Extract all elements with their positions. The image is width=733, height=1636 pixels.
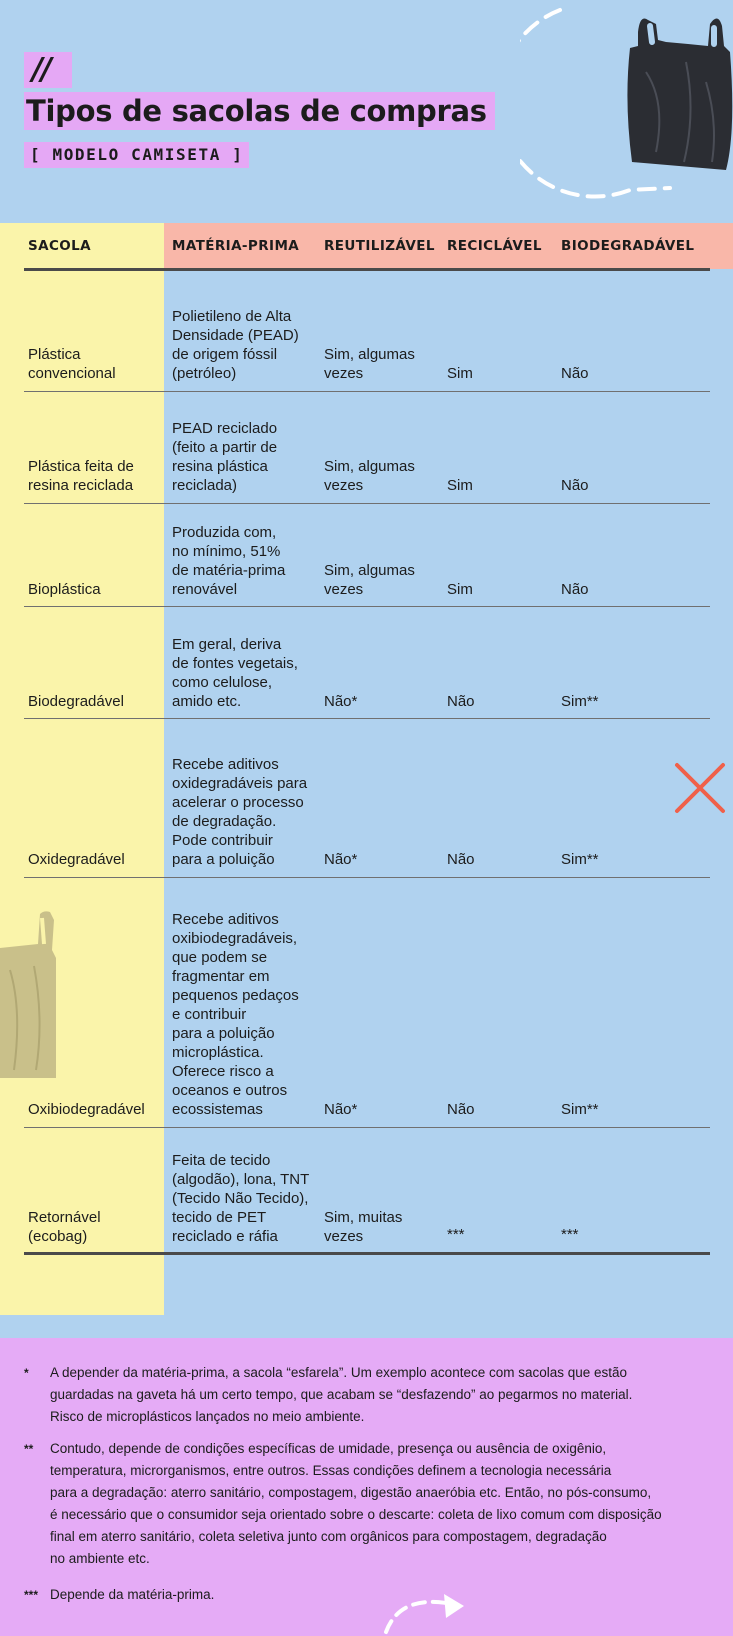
cell-sacola: Retornável (ecobag) — [28, 1209, 101, 1245]
header-reutilizavel: REUTILIZÁVEL — [324, 238, 435, 254]
cell-reutilizavel: Não* — [324, 1101, 358, 1118]
cell-reutilizavel: Sim, algumas vezes — [324, 562, 415, 598]
cell-reutilizavel: Sim, algumas vezes — [324, 458, 415, 494]
cell-reciclavel: *** — [447, 1226, 465, 1243]
cell-reutilizavel: Sim, muitas vezes — [324, 1209, 403, 1245]
footnote — [24, 1584, 714, 1606]
page-title: Tipos de sacolas de compras — [24, 92, 495, 130]
row-divider — [24, 391, 710, 392]
first-column-background — [0, 223, 164, 1315]
cell-biodegradavel: Sim** — [561, 693, 599, 710]
yellow-plastic-bag-icon — [0, 910, 60, 1080]
table-bottom-rule — [24, 1252, 710, 1255]
header-biodegradavel: BIODEGRADÁVEL — [561, 238, 695, 254]
footnotes-panel — [0, 1338, 733, 1636]
black-plastic-bag-icon — [626, 12, 733, 172]
table-header-rule — [24, 268, 710, 271]
cell-materia-prima: Feita de tecido (algodão), lona, TNT (Tecido Não Tecido), tecido de PET reciclado e ráfia — [172, 1152, 310, 1245]
cell-sacola: Plástica convencional — [28, 346, 116, 382]
row-divider — [24, 877, 710, 878]
cell-materia-prima: Polietileno de Alta Densidade (PEAD) de origem fóssil (petróleo) — [172, 308, 299, 382]
footnote-mark: *** — [24, 1588, 39, 1602]
cell-materia-prima: Em geral, deriva de fontes vegetais, como celulose, amido etc. — [172, 636, 298, 710]
footnote — [24, 1438, 714, 1570]
cell-biodegradavel: Não — [561, 365, 589, 382]
footnote-text: Depende da matéria-prima. — [50, 1587, 215, 1602]
cell-reciclavel: Sim — [447, 581, 473, 598]
cell-reciclavel: Não — [447, 1101, 475, 1118]
cell-reutilizavel: Sim, algumas vezes — [324, 346, 415, 382]
footnote-text: A depender da matéria-prima, a sacola “esfarela”. Um exemplo acontece com sacolas que estão guardadas na gaveta há um certo tempo, que acabam se “desfazendo” ao pegarmos no material. Risco de microplásticos lançados no meio ambiente. — [50, 1365, 633, 1424]
row-divider — [24, 718, 710, 719]
cell-sacola: Oxidegradável — [28, 851, 125, 868]
cell-sacola: Biodegradável — [28, 693, 124, 710]
cell-biodegradavel: Não — [561, 581, 589, 598]
dashed-arrow-icon — [380, 1582, 480, 1636]
cell-sacola: Oxibiodegradável — [28, 1101, 145, 1118]
footnote — [24, 1362, 714, 1428]
cell-reciclavel: Não — [447, 693, 475, 710]
row-divider — [24, 503, 710, 504]
cell-materia-prima: PEAD reciclado (feito a partir de resina plástica reciclada) — [172, 420, 278, 494]
footnote-mark: * — [24, 1366, 29, 1380]
cell-sacola: Bioplástica — [28, 581, 101, 598]
row-divider — [24, 606, 710, 607]
header-reciclavel: RECICLÁVEL — [447, 238, 542, 254]
title-slashes: // — [24, 52, 72, 88]
cell-materia-prima: Recebe aditivos oxidegradáveis para acelerar o processo de degradação. Pode contribuir para a poluição — [172, 756, 308, 868]
footnote-mark: ** — [24, 1442, 34, 1456]
cell-reciclavel: Sim — [447, 477, 473, 494]
cell-biodegradavel: Sim** — [561, 1101, 599, 1118]
cell-biodegradavel: Não — [561, 477, 589, 494]
cell-materia-prima: Produzida com, no mínimo, 51% de matéria-prima renovável — [172, 524, 286, 598]
header-materia-prima: MATÉRIA-PRIMA — [172, 238, 300, 254]
cell-reciclavel: Sim — [447, 365, 473, 382]
cell-sacola: Plástica feita de resina reciclada — [28, 458, 134, 494]
page-subtitle: [ MODELO CAMISETA ] — [24, 142, 249, 168]
cell-reciclavel: Não — [447, 851, 475, 868]
cell-materia-prima: Recebe aditivos oxibiodegradáveis, que podem se fragmentar em pequenos pedaços e contribuir para a poluição microplástica. Oferece risco a oceanos e outros ecossistemas — [172, 911, 299, 1118]
cell-biodegradavel: Sim** — [561, 851, 599, 868]
footnote-text: Contudo, depende de condições específicas de umidade, presença ou ausência de oxigênio, temperatura, microrganismos, entre outros. Essas condições definem a tecnologia necessária para a degradação: aterro sanitário, compostagem, digestão anaeróbia etc. Então, no pós-consumo, é necessário que o consumidor seja orientado sobre o descarte: coleta de lixo comum com disposição final em aterro sanitário, coleta seletiva junto com orgânicos para compostagem, degradação no ambiente etc. — [50, 1441, 662, 1566]
cell-reutilizavel: Não* — [324, 851, 358, 868]
cell-biodegradavel: *** — [561, 1226, 579, 1243]
cross-icon — [674, 762, 726, 814]
header-sacola: SACOLA — [28, 238, 92, 254]
cell-reutilizavel: Não* — [324, 693, 358, 710]
row-divider — [24, 1127, 710, 1128]
